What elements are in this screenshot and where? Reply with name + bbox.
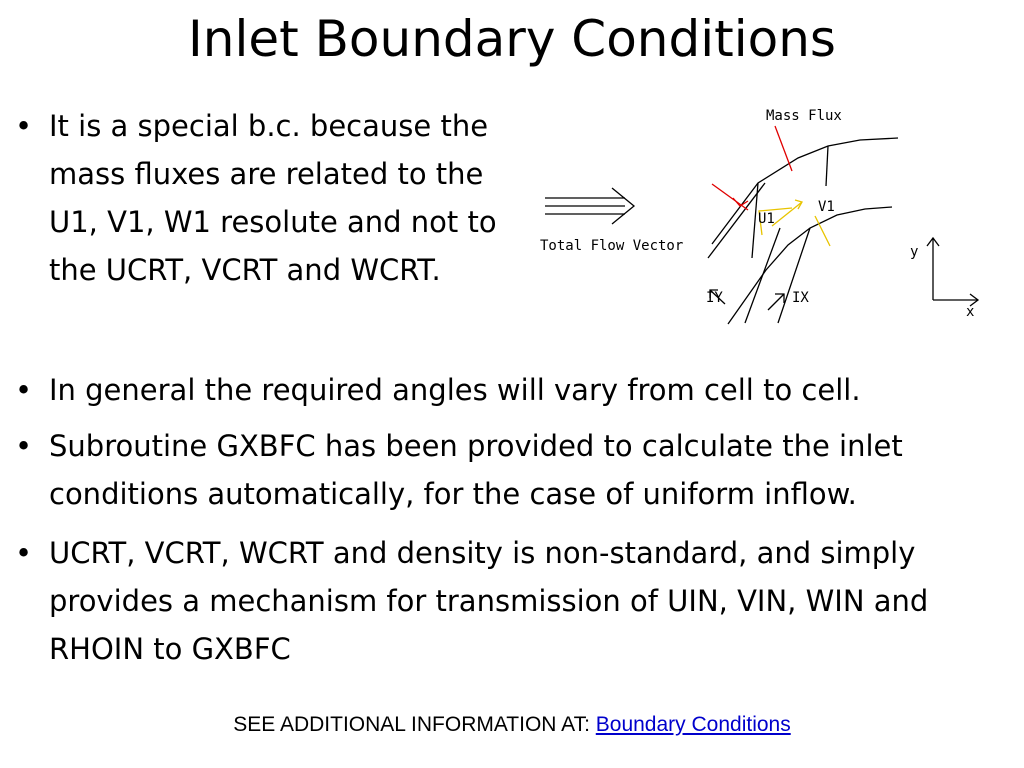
bullet-nonstandard-density [15, 529, 1009, 673]
mass-flux-label: Mass Flux [766, 108, 842, 124]
x-axis-label: x [966, 304, 975, 320]
grid-line-upper [712, 138, 898, 244]
bullet-marker: • [15, 109, 33, 143]
grid-line-diag-b [778, 228, 810, 323]
iy-label: IY [706, 290, 723, 306]
ix-label: IX [792, 290, 809, 306]
grid-line-left-edge [708, 183, 765, 258]
mass-flux-normal [712, 126, 792, 210]
inlet-grid-diagram [530, 98, 990, 343]
v1-label: V1 [818, 199, 835, 215]
grid-line-diag-a [745, 228, 780, 323]
bullet-text: Subroutine GXBFC has been provided to calculate the inlet conditions automatically, for the case of uniform inflow. [49, 429, 903, 511]
bullet-marker: • [15, 373, 33, 407]
slide-title: Inlet Boundary Conditions [188, 10, 836, 68]
bullet-gxbfc-subroutine [15, 422, 1009, 518]
boundary-conditions-link[interactable]: Boundary Conditions [595, 713, 791, 736]
footer-info [0, 713, 1024, 737]
u1-label: U1 [758, 211, 775, 227]
bullet-marker: • [15, 536, 33, 570]
total-flow-vector-label: Total Flow Vector [540, 238, 684, 254]
grid-line-lower [728, 207, 892, 324]
y-axis-label: y [910, 244, 919, 260]
footer-prefix: SEE ADDITIONAL INFORMATION AT: [233, 713, 596, 736]
bullet-angles-vary [15, 366, 1009, 414]
grid-line-mid-right [826, 146, 828, 186]
bullet-text: It is a special b.c. because the mass fluxes are related to the U1, V1, W1 resolute and not to the UCRT, VCRT and WCRT. [49, 109, 497, 287]
bullet-special-bc [15, 102, 509, 294]
bullet-marker: • [15, 429, 33, 463]
flow-vector-arrow [545, 188, 634, 224]
axes-icon [927, 238, 978, 306]
bullet-text: In general the required angles will vary from cell to cell. [49, 373, 861, 407]
bullet-text: UCRT, VCRT, WCRT and density is non-standard, and simply provides a mechanism for transmission of UIN, VIN, WIN and RHOIN to GXBFC [49, 536, 929, 666]
